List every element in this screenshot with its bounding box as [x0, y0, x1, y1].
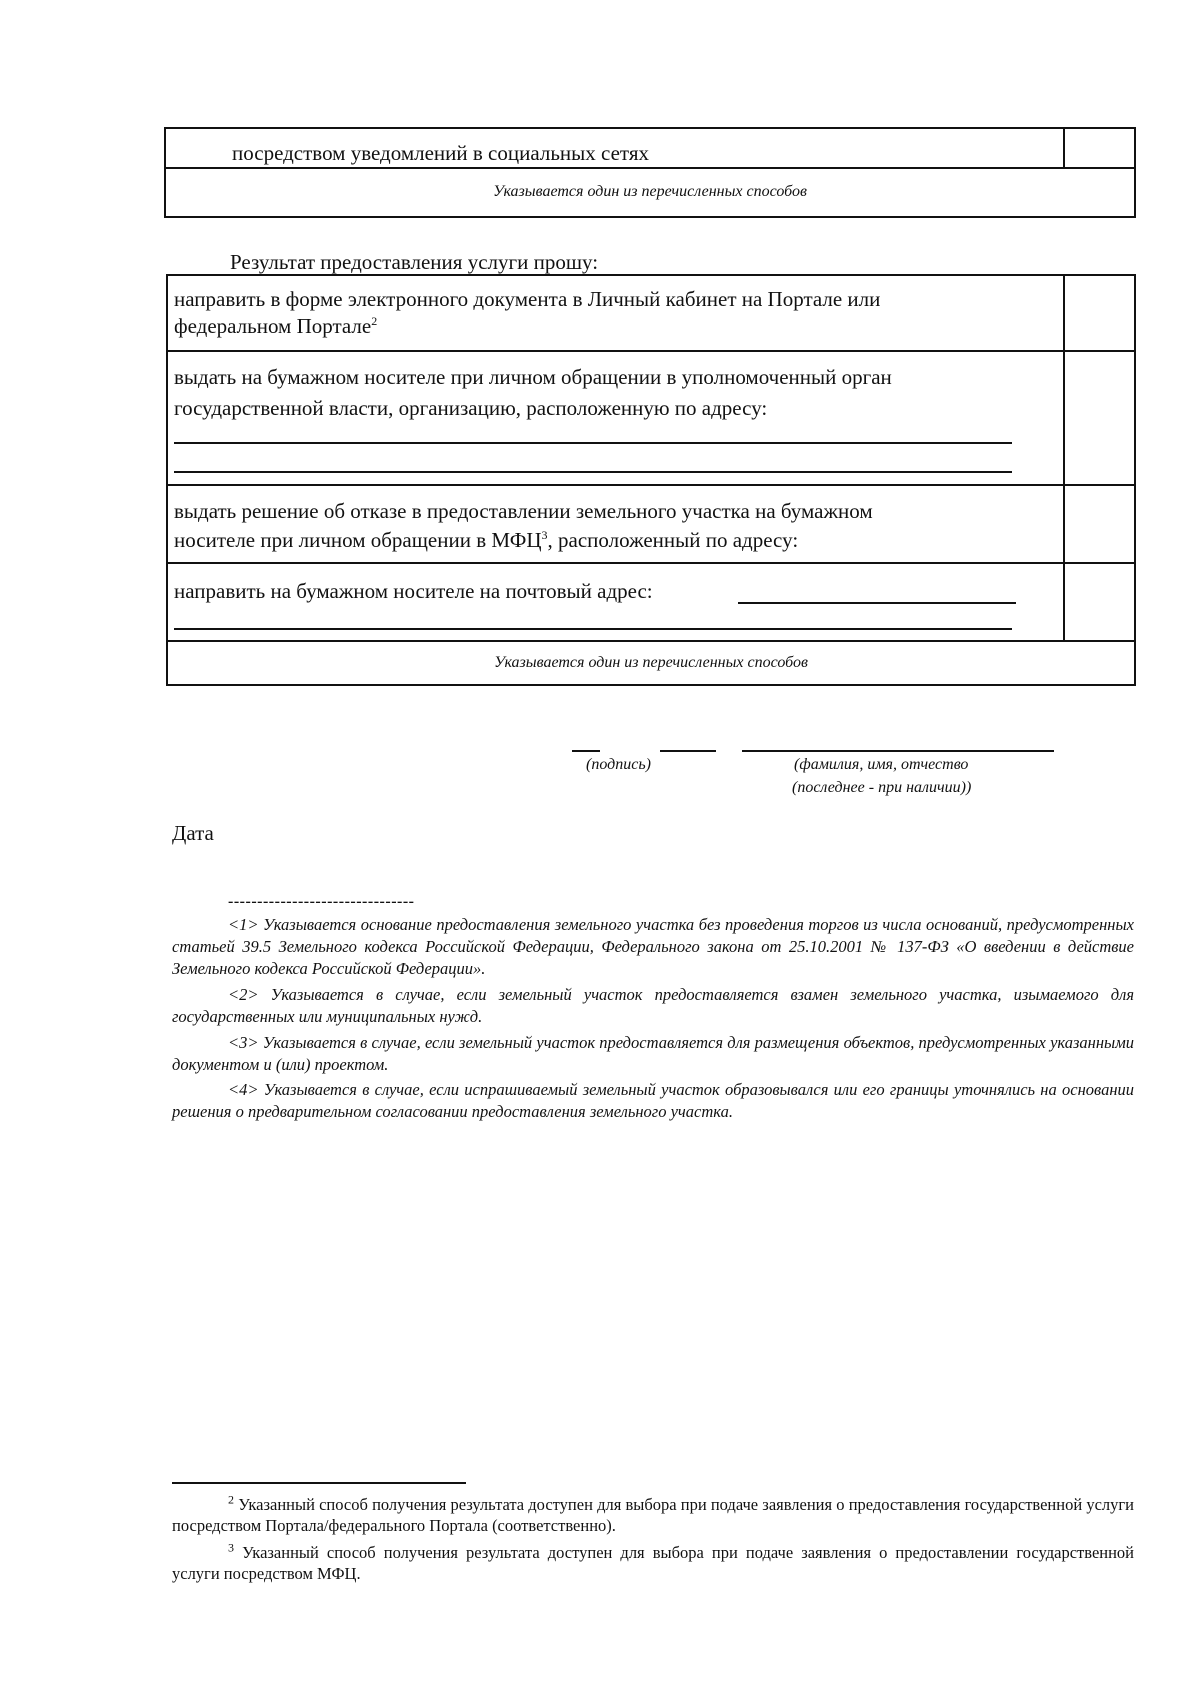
page-footnote-3-mark: 3	[228, 1540, 234, 1555]
option-electronic-text: федеральном Портале	[174, 314, 372, 338]
option-electronic-line1: направить в форме электронного документа в Личный кабинет на Портале или	[174, 287, 881, 311]
footnote-2: <2> Указывается в случае, если земельный участок предоставляется взамен земельного участка, изымаемого для государственных или муниципальных нужд.	[172, 985, 1134, 1026]
option-paper-authority-line2: государственной власти, организацию, расположенную по адресу:	[174, 396, 768, 420]
checkbox-postal[interactable]	[1065, 564, 1134, 640]
checkbox-paper-authority[interactable]	[1065, 352, 1134, 484]
signature-line-right[interactable]	[660, 750, 716, 752]
option-electronic-line2	[174, 313, 377, 339]
checkbox-electronic[interactable]	[1065, 276, 1134, 350]
page-footnote-rule	[172, 1482, 466, 1484]
footnote-ref-2: 2	[371, 314, 378, 328]
result-row-divider-2	[166, 484, 1136, 486]
postal-address-line-2[interactable]	[174, 628, 1012, 630]
top-table-row-divider	[164, 167, 1136, 169]
option-refusal-mfc-text-a: носителе при личном обращении в МФЦ	[174, 528, 542, 552]
page-footnote-2-mark: 2	[228, 1492, 234, 1507]
top-table-row-social: посредством уведомлений в социальных сетях	[232, 141, 649, 165]
page-footnote-3	[172, 1542, 1134, 1584]
footnote-1: <1> Указывается основание предоставления земельного участка без проведения торгов из числа оснований, предусмотренных статьей 39.5 Земельного кодекса Российской Федерации, Федерального закона от 25.10.2001 № 137-ФЗ «О введении в действие Земельного кодекса Российской Федерации».	[172, 915, 1134, 978]
option-refusal-mfc-line1: выдать решение об отказе в предоставлении земельного участка на бумажном	[174, 499, 873, 523]
page-footnote-3-text: Указанный способ получения результата доступен для выбора при подаче заявления о предоставлении государственной услуги посредством МФЦ.	[172, 1543, 1135, 1583]
result-heading: Результат предоставления услуги прошу:	[230, 250, 599, 274]
top-table-note: Указывается один из перечисленных способов	[493, 183, 807, 200]
option-refusal-mfc-line2	[174, 527, 798, 553]
page-footnote-2	[172, 1494, 1134, 1536]
signature-label: (подпись)	[586, 756, 651, 773]
option-postal-line1: направить на бумажном носителе на почтовый адрес:	[174, 579, 653, 603]
footnote-3: <3> Указывается в случае, если земельный участок предоставляется для размещения объектов, предусмотренных указанными документом и (или) проектом.	[172, 1033, 1134, 1074]
checkbox-social[interactable]	[1064, 128, 1134, 167]
footnote-separator: --------------------------------	[228, 893, 415, 910]
result-row-divider-3	[166, 562, 1136, 564]
address-line-authority-2[interactable]	[174, 471, 1012, 473]
name-label-line1: (фамилия, имя, отчество	[794, 756, 969, 773]
result-row-divider-4	[166, 640, 1136, 642]
page-footnote-2-text: Указанный способ получения результата доступен для выбора при подаче заявления о предоставления государственной услуги посредством Портала/федерального Портала (соответственно).	[172, 1495, 1135, 1535]
option-paper-authority-line1: выдать на бумажном носителе при личном обращении в уполномоченный орган	[174, 365, 892, 389]
footnote-4: <4> Указывается в случае, если испрашиваемый земельный участок образовывался или его границы уточнялись на основании решения о предварительном согласовании предоставления земельного участка.	[172, 1080, 1134, 1121]
result-row-divider-1	[166, 350, 1136, 352]
address-line-authority-1[interactable]	[174, 442, 1012, 444]
name-label-line2: (последнее - при наличии))	[792, 779, 972, 796]
signature-line-left[interactable]	[572, 750, 600, 752]
result-table-note: Указывается один из перечисленных способов	[494, 654, 808, 671]
date-label: Дата	[172, 821, 214, 845]
footnote-ref-3: 3	[541, 528, 548, 542]
name-line[interactable]	[742, 750, 1054, 752]
postal-address-line-1[interactable]	[738, 602, 1016, 604]
option-refusal-mfc-text-b: , расположенный по адресу:	[547, 528, 799, 552]
checkbox-refusal-mfc[interactable]	[1065, 486, 1134, 562]
